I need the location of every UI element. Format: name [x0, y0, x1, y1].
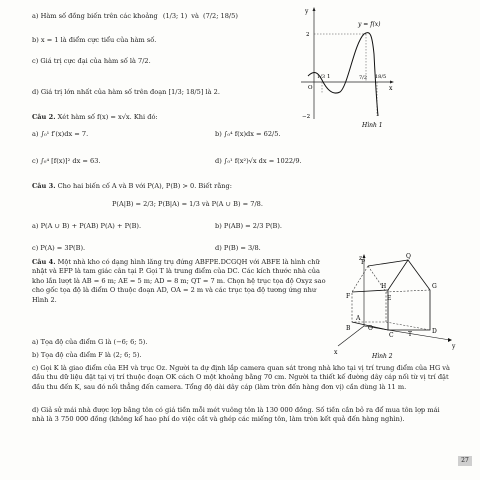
q4-option-c: c) Gọi K là giao điểm của EH và trục Oz. Người ta dự định lắp camera quan sát trong nhà kho tại vị trí trung điểm của HG và đầu thu dữ liệu đặt tại vị trí thuộc đoạn OK cách O một khoảng bằng 70 cm. Người ta thiết kế đường dây cáp nối từ vị trí đặt đầu thu đến K, sau đó nối thẳng đến camera. Tổng độ dài dây cáp (làm tròn đến hàng đơn vị) cần dùng là 11 m. — [32, 364, 450, 391]
fig2-label-D: D — [432, 328, 437, 335]
q2-stem: Câu 2. Xét hàm số f(x) = x√x. Khi đó: — [32, 113, 158, 121]
fig2-caption: Hình 2 — [372, 353, 393, 360]
q2-option-b: b) ∫₀⁴ f(x)dx = 62/5. — [215, 130, 281, 138]
q2-option-c: c) ∫₀⁴ [f(x)]² dx = 63. — [32, 157, 101, 165]
q3-stem: Câu 3. Cho hai biến cố A và B với P(A), P(B) > 0. Biết rằng: — [32, 182, 232, 190]
q1-interval-2: (7/2; 18/5) — [203, 12, 238, 20]
q4-option-b: b) Tọa độ của điểm F là (2; 6; 5). — [32, 351, 142, 359]
q3-heading: Câu 3. — [32, 182, 56, 190]
q4-option-d: d) Giả sử mái nhà được lợp bằng tôn có giá tiền mỗi mét vuông tôn là 130 000 đồng. Số tiền cần bỏ ra để mua tôn lợp mái nhà là 3 750 000 đồng (không kể hao phí do việc cắt và ghép các miếng tôn, làm tròn kết quả đến hàng nghìn). — [32, 406, 440, 424]
q1-option-b: b) x = 1 là điểm cực tiểu của hàm số. — [32, 36, 157, 44]
q3-option-a: a) P(A ∪ B) + P(AB) P(A) + P(B). — [32, 222, 142, 230]
q1-option-d: d) Giá trị lớn nhất của hàm số trên đoạn [1/3; 18/5] là 2. — [32, 88, 220, 96]
fig1-label-7-2: 7/2 — [359, 75, 368, 81]
q2-option-d: d) ∫₀¹ f(x²)√x dx = 1022/9. — [215, 157, 302, 165]
fig2-label-G: G — [432, 283, 437, 290]
fig2-label-T: T — [408, 331, 413, 338]
fig1-label-1: 1 — [327, 74, 331, 80]
figure-2-prism — [330, 250, 460, 362]
page-number: 27 — [458, 456, 472, 466]
fig1-label-y: y — [305, 8, 309, 15]
q2-heading: Câu 2. — [32, 113, 56, 121]
fig2-label-x: x — [334, 349, 338, 356]
q1-interval-1: (1/3; 1) — [162, 12, 188, 20]
fig2-label-P: P — [361, 259, 366, 266]
figure-1-graph — [296, 4, 396, 129]
q3-option-b: b) P(AB) = 2/3 P(B). — [215, 222, 283, 230]
q4-option-a: a) Tọa độ của điểm G là (−6; 6; 5). — [32, 338, 148, 346]
fig2-label-O: O — [368, 325, 373, 332]
fig1-label-neg2: −2 — [302, 114, 311, 120]
q3-option-c: c) P(A) = 3P(B). — [32, 244, 86, 252]
fig1-label-x: x — [389, 85, 393, 92]
fig2-label-E: E — [387, 295, 392, 302]
fig1-label-one-third: 1/3 — [317, 74, 326, 80]
fig2-label-B: B — [346, 325, 351, 332]
fig1-caption: Hình 1 — [362, 122, 383, 129]
fig2-label-C: C — [389, 332, 394, 339]
fig1-label-origin: O — [308, 85, 313, 91]
q4-stem: Câu 4. Một nhà kho có dạng hình lăng trụ đứng ABFPE.DCGQH với ABFE là hình chữ nhật và EFP là tam giác cân tại P. Gọi T là trung điểm của DC. Các kích thước nhà của kho lần lượt là AB = 6 m; AE = 5 m; AD = 8 m; QT = 7 m. Chọn hệ trục tọa độ Oxyz sao cho gốc tọa độ là điểm O thuộc đoạn AD, OA = 2 m và các trục tọa độ tương ứng như Hình 2. — [32, 258, 326, 304]
fig2-label-Q: Q — [406, 253, 411, 260]
q3-given: P(A|B) = 2/3; P(B|A) = 1/3 và P(A ∪ B) = 7/8. — [112, 200, 263, 208]
fig2-label-H: H — [381, 283, 387, 290]
fig2-label-F: F — [346, 293, 351, 300]
q4-heading: Câu 4. — [32, 258, 56, 266]
q1-option-c: c) Giá trị cực đại của hàm số là 7/2. — [32, 57, 151, 65]
fig2-label-z: z — [359, 255, 363, 262]
fig2-label-A: A — [356, 315, 361, 322]
fig1-label-18-5: 18/5 — [375, 74, 387, 80]
fig1-label-2: 2 — [306, 32, 310, 38]
fig1-function-label: y = f(x) — [358, 21, 381, 28]
fig2-label-y: y — [452, 343, 456, 350]
q2-option-a: a) ∫₀¹ f′(x)dx = 7. — [32, 130, 89, 138]
q3-option-d: d) P(B) = 3/8. — [215, 244, 261, 252]
q1-option-a: a) Hàm số đồng biến trên các khoảng (1/3; 1) và (7/2; 18/5) — [32, 12, 238, 20]
